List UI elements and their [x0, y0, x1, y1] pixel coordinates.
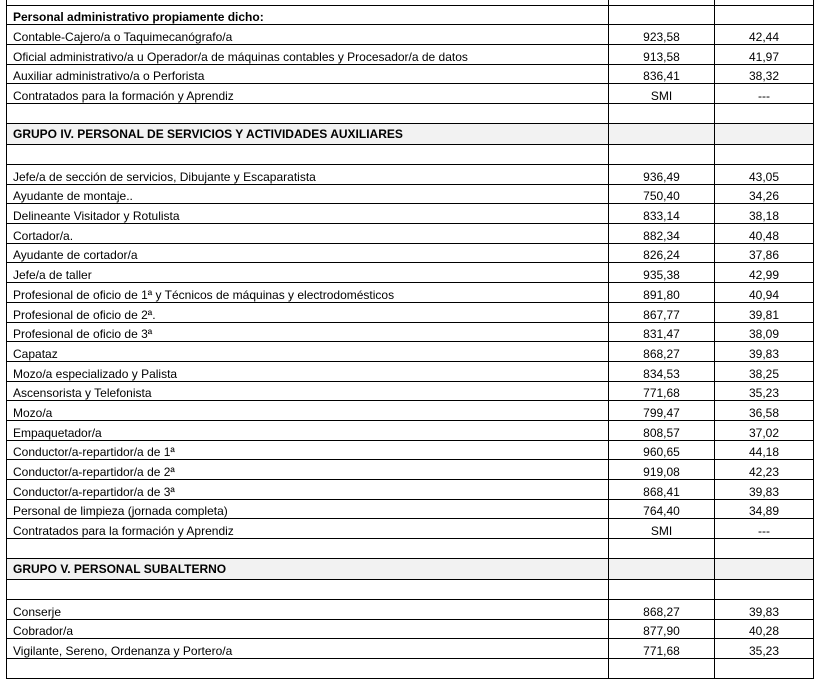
category-cell: Mozo/a especializado y Palista: [7, 361, 609, 381]
category-cell: [7, 580, 609, 600]
monthly-salary-cell: [609, 580, 715, 600]
category-cell: Capataz: [7, 342, 609, 362]
category-cell: Jefe/a de sección de servicios, Dibujante y Escaparatista: [7, 165, 609, 185]
monthly-salary-cell: 867,77: [609, 302, 715, 322]
daily-salary-cell: [715, 123, 814, 145]
category-cell: Contratados para la formación y Aprendiz: [7, 84, 609, 104]
monthly-salary-cell: 799,47: [609, 401, 715, 421]
table-row: [7, 64, 814, 84]
monthly-salary-cell: 834,53: [609, 361, 715, 381]
daily-salary-cell: 39,83: [715, 599, 814, 619]
category-cell: Delineante Visitador y Rotulista: [7, 204, 609, 224]
monthly-salary-cell: SMI: [609, 519, 715, 539]
table-row: [7, 599, 814, 619]
category-cell: Ayudante de montaje..: [7, 184, 609, 204]
category-cell: Conserje: [7, 599, 609, 619]
table-row: [7, 45, 814, 65]
monthly-salary-cell: 831,47: [609, 322, 715, 342]
monthly-salary-cell: 836,41: [609, 64, 715, 84]
table-row: [7, 440, 814, 460]
daily-salary-cell: 44,18: [715, 440, 814, 460]
category-cell: Conductor/a-repartidor/a de 3ª: [7, 480, 609, 500]
daily-salary-cell: 39,83: [715, 480, 814, 500]
daily-salary-cell: [715, 104, 814, 124]
table-row: [7, 420, 814, 440]
daily-salary-cell: 35,23: [715, 381, 814, 401]
table-row: [7, 639, 814, 659]
category-cell: Ayudante de cortador/a: [7, 243, 609, 263]
daily-salary-cell: 40,94: [715, 283, 814, 303]
daily-salary-cell: 40,48: [715, 224, 814, 244]
table-row: [7, 25, 814, 45]
monthly-salary-cell: 935,38: [609, 263, 715, 283]
monthly-salary-cell: 960,65: [609, 440, 715, 460]
monthly-salary-cell: [609, 145, 715, 165]
table-row: [7, 224, 814, 244]
daily-salary-cell: 37,02: [715, 420, 814, 440]
blank-row: [7, 104, 814, 124]
monthly-salary-cell: [609, 5, 715, 25]
group-header-row: [7, 558, 814, 580]
category-cell: [7, 539, 609, 559]
daily-salary-cell: [715, 659, 814, 679]
daily-salary-cell: 38,18: [715, 204, 814, 224]
subheading-row: [7, 5, 814, 25]
daily-salary-cell: 35,23: [715, 639, 814, 659]
category-cell: Mozo/a: [7, 401, 609, 421]
table-row: [7, 165, 814, 185]
category-cell: Conductor/a-repartidor/a de 2ª: [7, 460, 609, 480]
monthly-salary-cell: 771,68: [609, 639, 715, 659]
table-row: [7, 283, 814, 303]
monthly-salary-cell: 868,27: [609, 599, 715, 619]
daily-salary-cell: [715, 539, 814, 559]
daily-salary-cell: 43,05: [715, 165, 814, 185]
monthly-salary-cell: [609, 123, 715, 145]
daily-salary-cell: 38,09: [715, 322, 814, 342]
category-cell: [7, 659, 609, 679]
daily-salary-cell: 39,83: [715, 342, 814, 362]
table-row: [7, 322, 814, 342]
monthly-salary-cell: 882,34: [609, 224, 715, 244]
category-cell: Profesional de oficio de 2ª.: [7, 302, 609, 322]
table-row: [7, 460, 814, 480]
category-cell: Cortador/a.: [7, 224, 609, 244]
table-row: [7, 302, 814, 322]
table-row: [7, 243, 814, 263]
daily-salary-cell: 39,81: [715, 302, 814, 322]
monthly-salary-cell: 936,49: [609, 165, 715, 185]
category-cell: Vigilante, Sereno, Ordenanza y Portero/a: [7, 639, 609, 659]
monthly-salary-cell: 868,41: [609, 480, 715, 500]
daily-salary-cell: 38,32: [715, 64, 814, 84]
category-cell: Profesional de oficio de 3ª: [7, 322, 609, 342]
table-row: [7, 619, 814, 639]
monthly-salary-cell: [609, 539, 715, 559]
monthly-salary-cell: [609, 558, 715, 580]
category-cell: GRUPO IV. PERSONAL DE SERVICIOS Y ACTIVIDADES AUXILIARES: [7, 123, 609, 145]
daily-salary-cell: 38,25: [715, 361, 814, 381]
monthly-salary-cell: 750,40: [609, 184, 715, 204]
table-row: [7, 519, 814, 539]
group-header-row: [7, 123, 814, 145]
daily-salary-cell: 34,26: [715, 184, 814, 204]
daily-salary-cell: 40,28: [715, 619, 814, 639]
daily-salary-cell: ---: [715, 519, 814, 539]
daily-salary-cell: 34,89: [715, 499, 814, 519]
daily-salary-cell: 42,44: [715, 25, 814, 45]
table-row: [7, 480, 814, 500]
monthly-salary-cell: [609, 659, 715, 679]
monthly-salary-cell: 891,80: [609, 283, 715, 303]
daily-salary-cell: [715, 5, 814, 25]
table-row: [7, 361, 814, 381]
category-cell: Profesional de oficio de 1ª y Técnicos de máquinas y electrodomésticos: [7, 283, 609, 303]
monthly-salary-cell: 913,58: [609, 45, 715, 65]
monthly-salary-cell: 877,90: [609, 619, 715, 639]
table-row: [7, 184, 814, 204]
monthly-salary-cell: 868,27: [609, 342, 715, 362]
blank-row: [7, 145, 814, 165]
category-cell: Personal de limpieza (jornada completa): [7, 499, 609, 519]
monthly-salary-cell: 923,58: [609, 25, 715, 45]
table-row: [7, 204, 814, 224]
daily-salary-cell: [715, 145, 814, 165]
blank-row: [7, 539, 814, 559]
daily-salary-cell: 36,58: [715, 401, 814, 421]
table-row: [7, 342, 814, 362]
table-row: [7, 84, 814, 104]
blank-row: [7, 580, 814, 600]
daily-salary-cell: 41,97: [715, 45, 814, 65]
daily-salary-cell: 42,23: [715, 460, 814, 480]
monthly-salary-cell: 771,68: [609, 381, 715, 401]
monthly-salary-cell: 808,57: [609, 420, 715, 440]
monthly-salary-cell: 919,08: [609, 460, 715, 480]
daily-salary-cell: [715, 558, 814, 580]
category-cell: Personal administrativo propiamente dicho:: [7, 5, 609, 25]
monthly-salary-cell: 833,14: [609, 204, 715, 224]
monthly-salary-cell: [609, 104, 715, 124]
daily-salary-cell: ---: [715, 84, 814, 104]
category-cell: Cobrador/a: [7, 619, 609, 639]
category-cell: Ascensorista y Telefonista: [7, 381, 609, 401]
category-cell: Oficial administrativo/a u Operador/a de máquinas contables y Procesador/a de datos: [7, 45, 609, 65]
table-row: [7, 499, 814, 519]
table-row: [7, 263, 814, 283]
monthly-salary-cell: 764,40: [609, 499, 715, 519]
category-cell: [7, 145, 609, 165]
table-row: [7, 381, 814, 401]
daily-salary-cell: 37,86: [715, 243, 814, 263]
category-cell: Auxiliar administrativo/a o Perforista: [7, 64, 609, 84]
category-cell: Empaquetador/a: [7, 420, 609, 440]
category-cell: Jefe/a de taller: [7, 263, 609, 283]
salary-table: [6, 0, 814, 679]
monthly-salary-cell: SMI: [609, 84, 715, 104]
daily-salary-cell: 42,99: [715, 263, 814, 283]
table-row: [7, 401, 814, 421]
category-cell: Contable-Cajero/a o Taquimecanógrafo/a: [7, 25, 609, 45]
salary-table-body: [7, 0, 814, 678]
category-cell: Conductor/a-repartidor/a de 1ª: [7, 440, 609, 460]
category-cell: [7, 104, 609, 124]
blank-row: [7, 659, 814, 679]
monthly-salary-cell: 826,24: [609, 243, 715, 263]
category-cell: GRUPO V. PERSONAL SUBALTERNO: [7, 558, 609, 580]
daily-salary-cell: [715, 580, 814, 600]
category-cell: Contratados para la formación y Aprendiz: [7, 519, 609, 539]
